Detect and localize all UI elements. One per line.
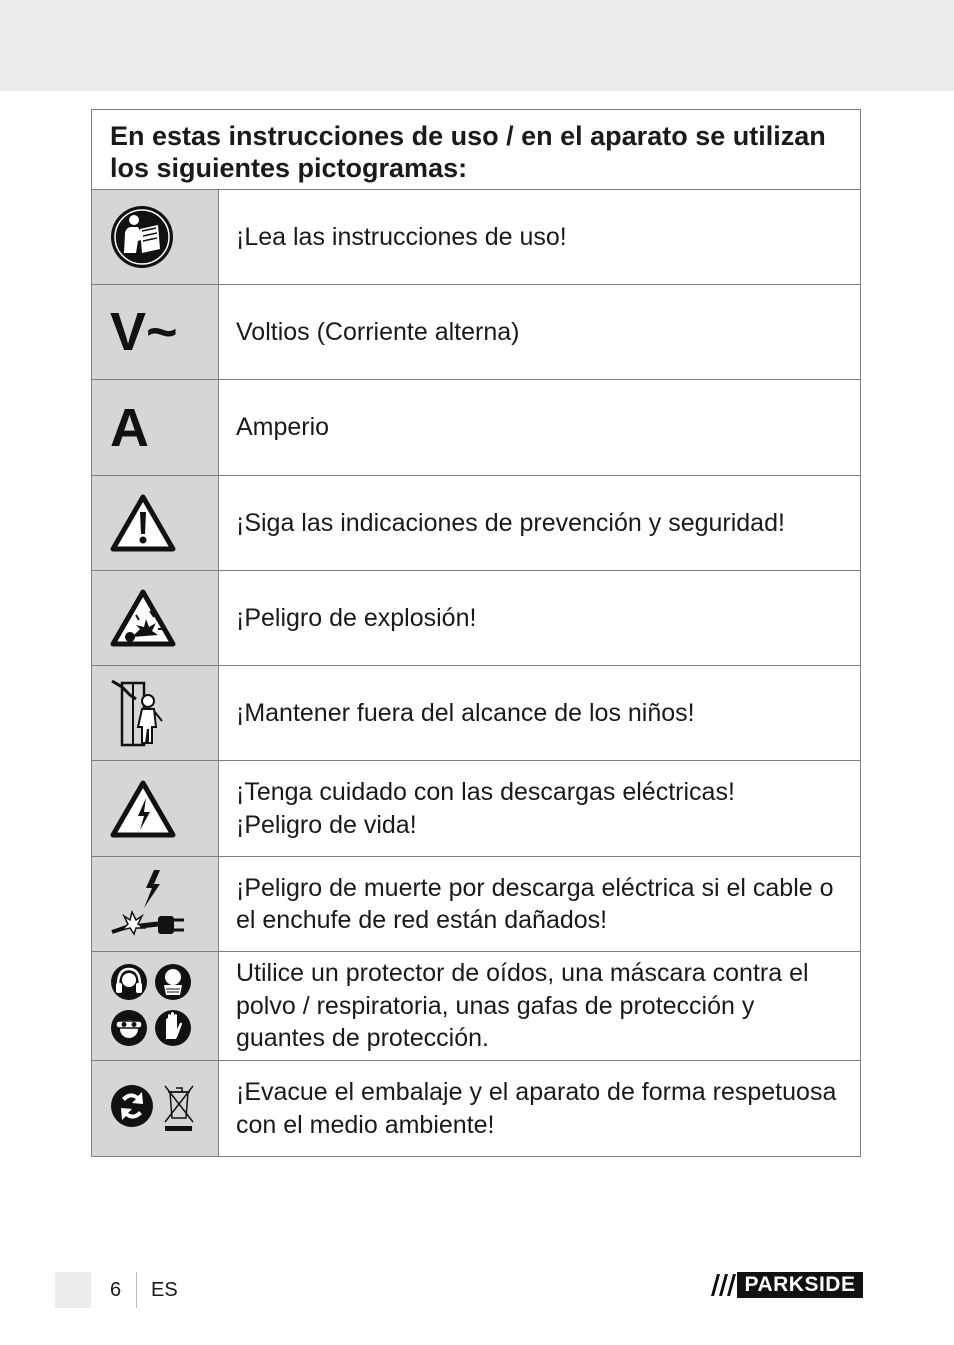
damaged-cable-icon <box>110 868 188 940</box>
brand-name: PARKSIDE <box>737 1272 863 1298</box>
recycling-icon <box>110 1084 196 1134</box>
table-row <box>92 476 860 571</box>
green-dot-icon <box>111 1085 153 1127</box>
row-text: ¡Evacue el embalaje y el aparato de forma respetuosa con el medio ambiente! <box>236 1078 837 1139</box>
icon-cell <box>92 571 219 665</box>
table-row <box>92 571 860 666</box>
table-row <box>92 666 860 761</box>
pictogram-table <box>91 109 861 1157</box>
protective-equipment-icon <box>110 963 194 1049</box>
icon-cell <box>92 285 219 379</box>
read-manual-icon <box>110 205 174 269</box>
icon-cell <box>92 476 219 570</box>
table-row <box>92 285 860 380</box>
footer-marker <box>55 1272 91 1308</box>
row-text: Amperio <box>236 413 330 442</box>
row-text: ¡Peligro de explosión! <box>236 603 477 632</box>
keep-away-children-icon <box>110 679 168 747</box>
row-text-line1: ¡Tenga cuidado con las descargas eléctricas! <box>236 778 735 806</box>
icon-cell <box>92 952 219 1060</box>
table-row <box>92 761 860 857</box>
row-text: ¡Lea las instrucciones de uso! <box>236 222 567 251</box>
icon-cell <box>92 666 219 760</box>
brand-logo <box>705 1272 863 1298</box>
dust-mask-icon <box>155 964 191 1000</box>
table-row <box>92 952 860 1061</box>
row-text: Utilice un protector de oídos, una máscara contra el polvo / respiratoria, unas gafas de protección y guantes de protección. <box>236 959 809 1053</box>
ear-protection-icon <box>111 964 147 1000</box>
row-text: Voltios (Corriente alterna) <box>236 317 520 346</box>
table-header: En estas instrucciones de uso / en el aparato se utilizan los siguientes pictogramas: <box>92 110 860 190</box>
ampere-symbol: A <box>110 397 149 458</box>
language-code: ES <box>151 1279 178 1301</box>
table-row <box>92 857 860 952</box>
row-text: ¡Siga las indicaciones de prevención y seguridad! <box>236 508 785 537</box>
row-text: ¡Peligro de muerte por descarga eléctrica si el cable o el enchufe de red están dañados! <box>236 873 834 934</box>
icon-cell <box>92 380 219 475</box>
explosion-hazard-icon <box>110 589 176 647</box>
volts-ac-symbol: V~ <box>110 302 178 362</box>
page-number: 6 <box>110 1279 122 1301</box>
icon-cell <box>92 1061 219 1156</box>
table-row <box>92 190 860 285</box>
row-text: ¡Mantener fuera del alcance de los niños! <box>236 698 695 727</box>
footer-divider <box>136 1272 137 1308</box>
icon-cell <box>92 857 219 951</box>
safety-goggles-icon <box>111 1010 147 1046</box>
table-row <box>92 380 860 476</box>
brand-slashes-icon <box>705 1272 737 1298</box>
icon-cell <box>92 761 219 856</box>
protective-gloves-icon <box>155 1010 191 1046</box>
icon-cell <box>92 190 219 284</box>
warning-triangle-icon <box>110 494 176 552</box>
table-row <box>92 1061 860 1156</box>
row-text <box>219 761 860 856</box>
weee-bin-icon <box>165 1086 193 1131</box>
electric-shock-icon <box>110 780 176 838</box>
top-band <box>0 0 954 91</box>
row-text-line2: ¡Peligro de vida! <box>236 810 417 839</box>
